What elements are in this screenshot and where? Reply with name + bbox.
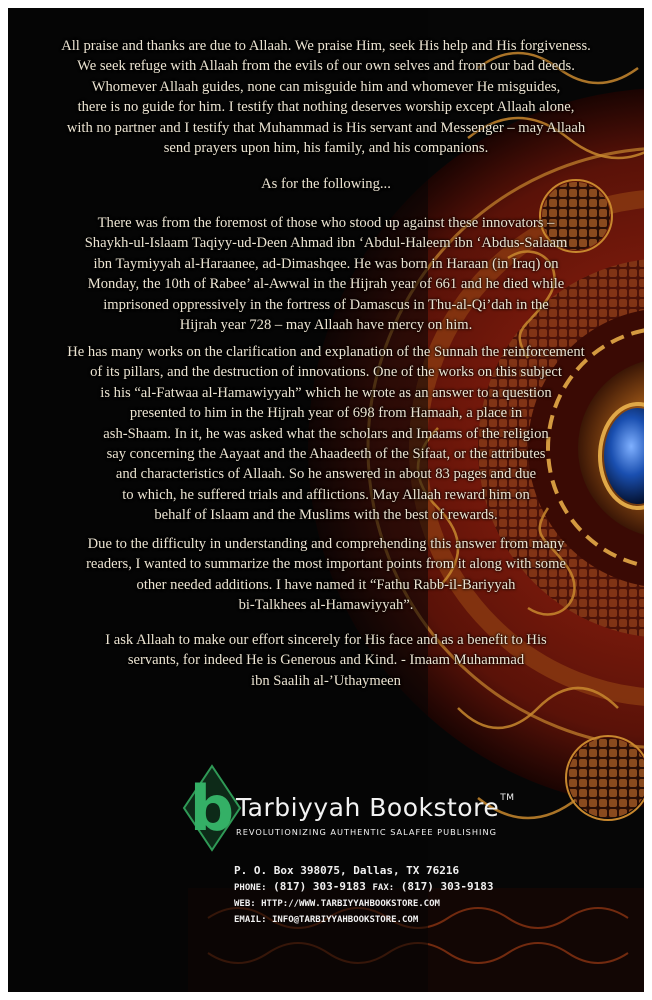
web-label: WEB: [234, 899, 256, 909]
text-line: Monday, the 10th of Rabee’ al-Awwal in the Hijrah year of 661 and he died while [87, 276, 565, 293]
text-line: there is no guide for him. I testify that nothing deserves worship except Allaah alone, [77, 99, 575, 116]
text-line: and characteristics of Allaah. So he answered in about 83 pages and due [115, 466, 537, 483]
text-line: servants, for indeed He is Generous and Kind. - Imaam Muhammad [127, 652, 525, 669]
text-line: send prayers upon him, his family, and his companions. [163, 140, 489, 157]
text-line: As for the following... [261, 176, 391, 192]
phone-fax-line [234, 879, 494, 896]
text-line: presented to him in the Hijrah year of 698 from Hamaah, a place in [129, 405, 523, 422]
text-line: We seek refuge with Allaah from the evils of our own selves and from our bad deeds. [77, 58, 575, 75]
trademark-mark: TM [500, 793, 515, 803]
biography-paragraph [8, 213, 644, 335]
text-line: other needed additions. I have named it “Fathu Rabb-il-Bariyyah [136, 576, 516, 593]
text-line: All praise and thanks are due to Allaah. We praise Him, seek His help and His forgiveness. [61, 38, 591, 54]
address-line: P. O. Box 398075, Dallas, TX 76216 [234, 864, 460, 877]
text-line: Hijrah year 728 – may Allaah have mercy on him. [179, 317, 473, 334]
text-line: with no partner and I testify that Muhammad is His servant and Messenger – may Allaah [66, 119, 586, 136]
book-back-cover [8, 8, 644, 992]
email-address: INFO@TARBIYYAHBOOKSTORE.COM [271, 915, 419, 925]
text-line: bi-Talkhees al-Hamawiyyah”. [238, 597, 414, 614]
text-line: is his “al-Fatwaa al-Hamawiyyah” which he wrote as an answer to a question [100, 384, 552, 401]
text-line: of its pillars, and the destruction of innovations. One of the works on this subject [90, 364, 562, 381]
text-line: ibn Taymiyyah al-Haraanee, ad-Dimashqee. He was born in Haraan (in Iraq) on [93, 255, 559, 272]
text-line: imprisoned oppressively in the fortress of Damascus in Thu-al-Qi’dah in the [103, 296, 549, 313]
publisher-name [236, 793, 514, 822]
text-line: readers, I wanted to summarize the most important points from it along with some [86, 556, 566, 573]
text-line: He has many works on the clarification and explanation of the Sunnah the reinforcement [67, 344, 585, 360]
web-line [234, 896, 494, 912]
text-line: I ask Allaah to make our effort sincerely for His face and as a benefit to His [105, 632, 547, 648]
web-address: HTTP://WWW.TARBIYYAHBOOKSTORE.COM [261, 899, 440, 909]
summary-paragraph [8, 534, 644, 616]
works-paragraph [8, 342, 644, 526]
text-line: There was from the foremost of those who stood up against these innovators – [97, 215, 555, 231]
publisher-contact [234, 863, 494, 928]
opening-paragraph [8, 36, 644, 158]
email-label: EMAIL: [234, 915, 267, 925]
email-line [234, 912, 494, 928]
transition-paragraph [8, 174, 644, 194]
publisher-name-text: Tarbiyyah Bookstore [236, 793, 500, 822]
text-line: behalf of Islaam and the Muslims with the best of rewards. [154, 507, 498, 524]
text-line: Shaykh-ul-Islaam Taqiyy-ud-Deen Ahmad ibn ‘Abdul-Haleem ibn ‘Abdus-Salaam [84, 235, 568, 252]
text-line: ash-Shaam. In it, he was asked what the scholars and Imaams of the religion [103, 425, 549, 442]
text-line: Whomever Allaah guides, none can misguide him and whomever He misguides, [91, 78, 561, 95]
fax-number: (817) 303-9183 [400, 880, 494, 893]
phone-number: (817) 303-9183 [273, 880, 366, 893]
closing-paragraph [8, 630, 644, 691]
text-line: ibn Saalih al-’Uthaymeen [251, 672, 401, 689]
text-line: say concerning the Aayaat and the Ahaadeeth of the Sifaat, or the attributes [106, 446, 546, 463]
publisher-tagline: REVOLUTIONIZING AUTHENTIC SALAFEE PUBLISHING [236, 827, 497, 837]
fax-label: FAX: [372, 883, 395, 893]
phone-label: PHONE: [234, 883, 267, 893]
logo-letter: b [189, 772, 235, 845]
text-line: Due to the difficulty in understanding and comprehending this answer from many [87, 536, 565, 552]
text-line: to which, he suffered trials and afflictions. May Allaah reward him on [122, 486, 530, 503]
